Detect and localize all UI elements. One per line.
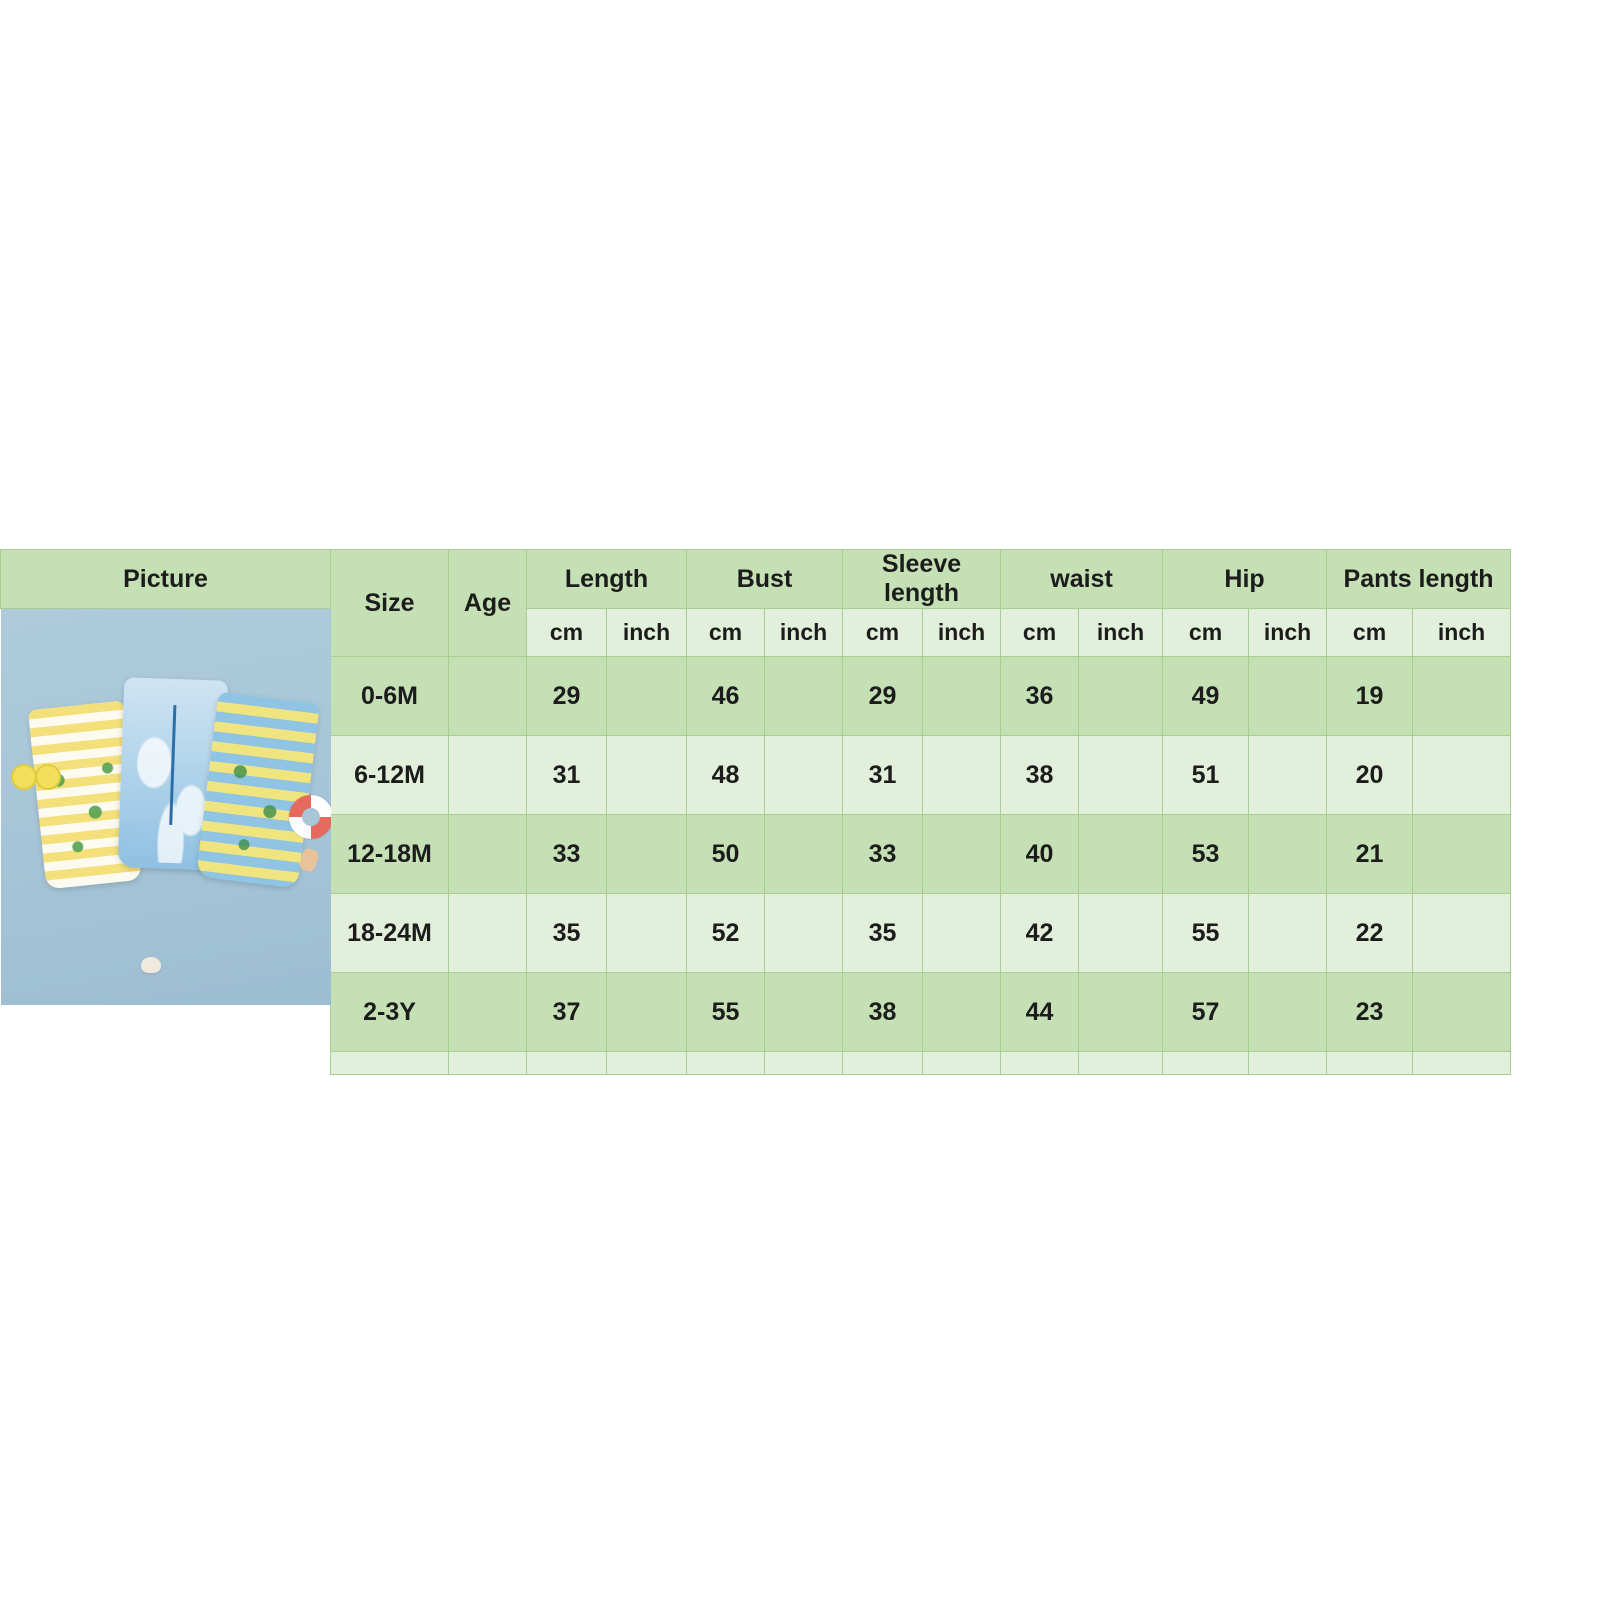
table-header-units (1, 609, 1600, 657)
cell-empty (449, 1052, 527, 1075)
cell-bust-inch (765, 973, 843, 1052)
cell-sleeve-inch (923, 736, 1001, 815)
bust-cm-header: cm (687, 609, 765, 657)
cell-age (449, 815, 527, 894)
table-header-top (1, 550, 1600, 609)
pants-inch-header: inch (1413, 609, 1511, 657)
cell-size: 12-18M (331, 815, 449, 894)
cell-length-inch (607, 894, 687, 973)
cell-pants-cm: 19 (1327, 657, 1413, 736)
cell-waist-cm: 36 (1001, 657, 1079, 736)
cell-empty (923, 1052, 1001, 1075)
cell-waist-cm: 42 (1001, 894, 1079, 973)
cell-length-cm: 35 (527, 894, 607, 973)
cell-hip-inch (1249, 657, 1327, 736)
cell-empty (1079, 1052, 1163, 1075)
cell-hip-inch (1249, 973, 1327, 1052)
cell-length-cm: 33 (527, 815, 607, 894)
sleeve-cm-header: cm (843, 609, 923, 657)
cell-pants-cm: 20 (1327, 736, 1413, 815)
cell-empty (1413, 1052, 1511, 1075)
cell-hip-inch (1249, 894, 1327, 973)
bust-group-header: Bust (687, 550, 843, 609)
product-photo-cell (1, 609, 331, 1075)
cell-size: 6-12M (331, 736, 449, 815)
cell-bust-inch (765, 657, 843, 736)
cell-hip-cm: 53 (1163, 815, 1249, 894)
cell-bust-cm: 50 (687, 815, 765, 894)
cell-pants-cm: 21 (1327, 815, 1413, 894)
cell-waist-cm: 44 (1001, 973, 1079, 1052)
cell-pants-inch (1413, 973, 1511, 1052)
cell-empty (607, 1052, 687, 1075)
cell-sleeve-inch (923, 894, 1001, 973)
cell-empty (1249, 1052, 1327, 1075)
cell-hip-cm: 57 (1163, 973, 1249, 1052)
cell-sleeve-inch (923, 973, 1001, 1052)
cell-age (449, 736, 527, 815)
length-inch-header: inch (607, 609, 687, 657)
cell-waist-cm: 40 (1001, 815, 1079, 894)
cell-pants-inch (1413, 736, 1511, 815)
cell-pants-cm: 23 (1327, 973, 1413, 1052)
cell-length-cm: 37 (527, 973, 607, 1052)
cell-empty (527, 1052, 607, 1075)
hip-inch-header: inch (1249, 609, 1327, 657)
cell-age (449, 894, 527, 973)
cell-length-inch (607, 815, 687, 894)
cell-waist-inch (1079, 894, 1163, 973)
cell-empty (1163, 1052, 1249, 1075)
cell-sleeve-cm: 29 (843, 657, 923, 736)
cell-empty (1001, 1052, 1079, 1075)
cell-waist-inch (1079, 973, 1163, 1052)
product-photo (1, 609, 331, 1005)
bust-inch-header: inch (765, 609, 843, 657)
cell-bust-inch (765, 736, 843, 815)
cell-hip-cm: 51 (1163, 736, 1249, 815)
life-ring-icon (289, 795, 331, 839)
cell-empty (331, 1052, 449, 1075)
cell-size: 2-3Y (331, 973, 449, 1052)
cell-age (449, 657, 527, 736)
sunglasses-icon (11, 764, 59, 790)
cell-waist-inch (1079, 815, 1163, 894)
cell-age (449, 973, 527, 1052)
waist-inch-header: inch (1079, 609, 1163, 657)
size-chart (0, 549, 1570, 1034)
cell-bust-cm: 55 (687, 973, 765, 1052)
cell-sleeve-cm: 35 (843, 894, 923, 973)
cell-size: 18-24M (331, 894, 449, 973)
hip-cm-header: cm (1163, 609, 1249, 657)
pants-length-group-header: Pants length (1327, 550, 1511, 609)
cell-length-cm: 29 (527, 657, 607, 736)
cell-pants-inch (1413, 894, 1511, 973)
cell-pants-cm: 22 (1327, 894, 1413, 973)
cell-length-inch (607, 657, 687, 736)
cell-pants-inch (1413, 815, 1511, 894)
size-chart-table (0, 549, 1600, 1075)
shell-icon (141, 957, 161, 973)
cell-bust-inch (765, 894, 843, 973)
waist-cm-header: cm (1001, 609, 1079, 657)
hip-group-header: Hip (1163, 550, 1327, 609)
cell-sleeve-cm: 31 (843, 736, 923, 815)
picture-header-cell: Picture (1, 550, 331, 609)
length-cm-header: cm (527, 609, 607, 657)
cell-waist-inch (1079, 736, 1163, 815)
cell-bust-cm: 48 (687, 736, 765, 815)
cell-bust-cm: 46 (687, 657, 765, 736)
waist-group-header: waist (1001, 550, 1163, 609)
cell-empty (1327, 1052, 1413, 1075)
cell-sleeve-cm: 33 (843, 815, 923, 894)
cell-hip-inch (1249, 815, 1327, 894)
pants-cm-header: cm (1327, 609, 1413, 657)
cell-empty (765, 1052, 843, 1075)
cell-pants-inch (1413, 657, 1511, 736)
cell-sleeve-inch (923, 815, 1001, 894)
sleeve-inch-header: inch (923, 609, 1001, 657)
cell-empty (843, 1052, 923, 1075)
age-header-cell: Age (449, 550, 527, 657)
cell-hip-cm: 49 (1163, 657, 1249, 736)
cell-bust-inch (765, 815, 843, 894)
cell-empty (687, 1052, 765, 1075)
cell-length-inch (607, 736, 687, 815)
cell-waist-cm: 38 (1001, 736, 1079, 815)
cell-sleeve-cm: 38 (843, 973, 923, 1052)
cell-length-cm: 31 (527, 736, 607, 815)
cell-hip-inch (1249, 736, 1327, 815)
cell-hip-cm: 55 (1163, 894, 1249, 973)
cell-length-inch (607, 973, 687, 1052)
size-header-cell: Size (331, 550, 449, 657)
cell-sleeve-inch (923, 657, 1001, 736)
cell-bust-cm: 52 (687, 894, 765, 973)
sleeve-length-group-header: Sleeve length (843, 550, 1001, 609)
cell-size: 0-6M (331, 657, 449, 736)
length-group-header: Length (527, 550, 687, 609)
cell-waist-inch (1079, 657, 1163, 736)
